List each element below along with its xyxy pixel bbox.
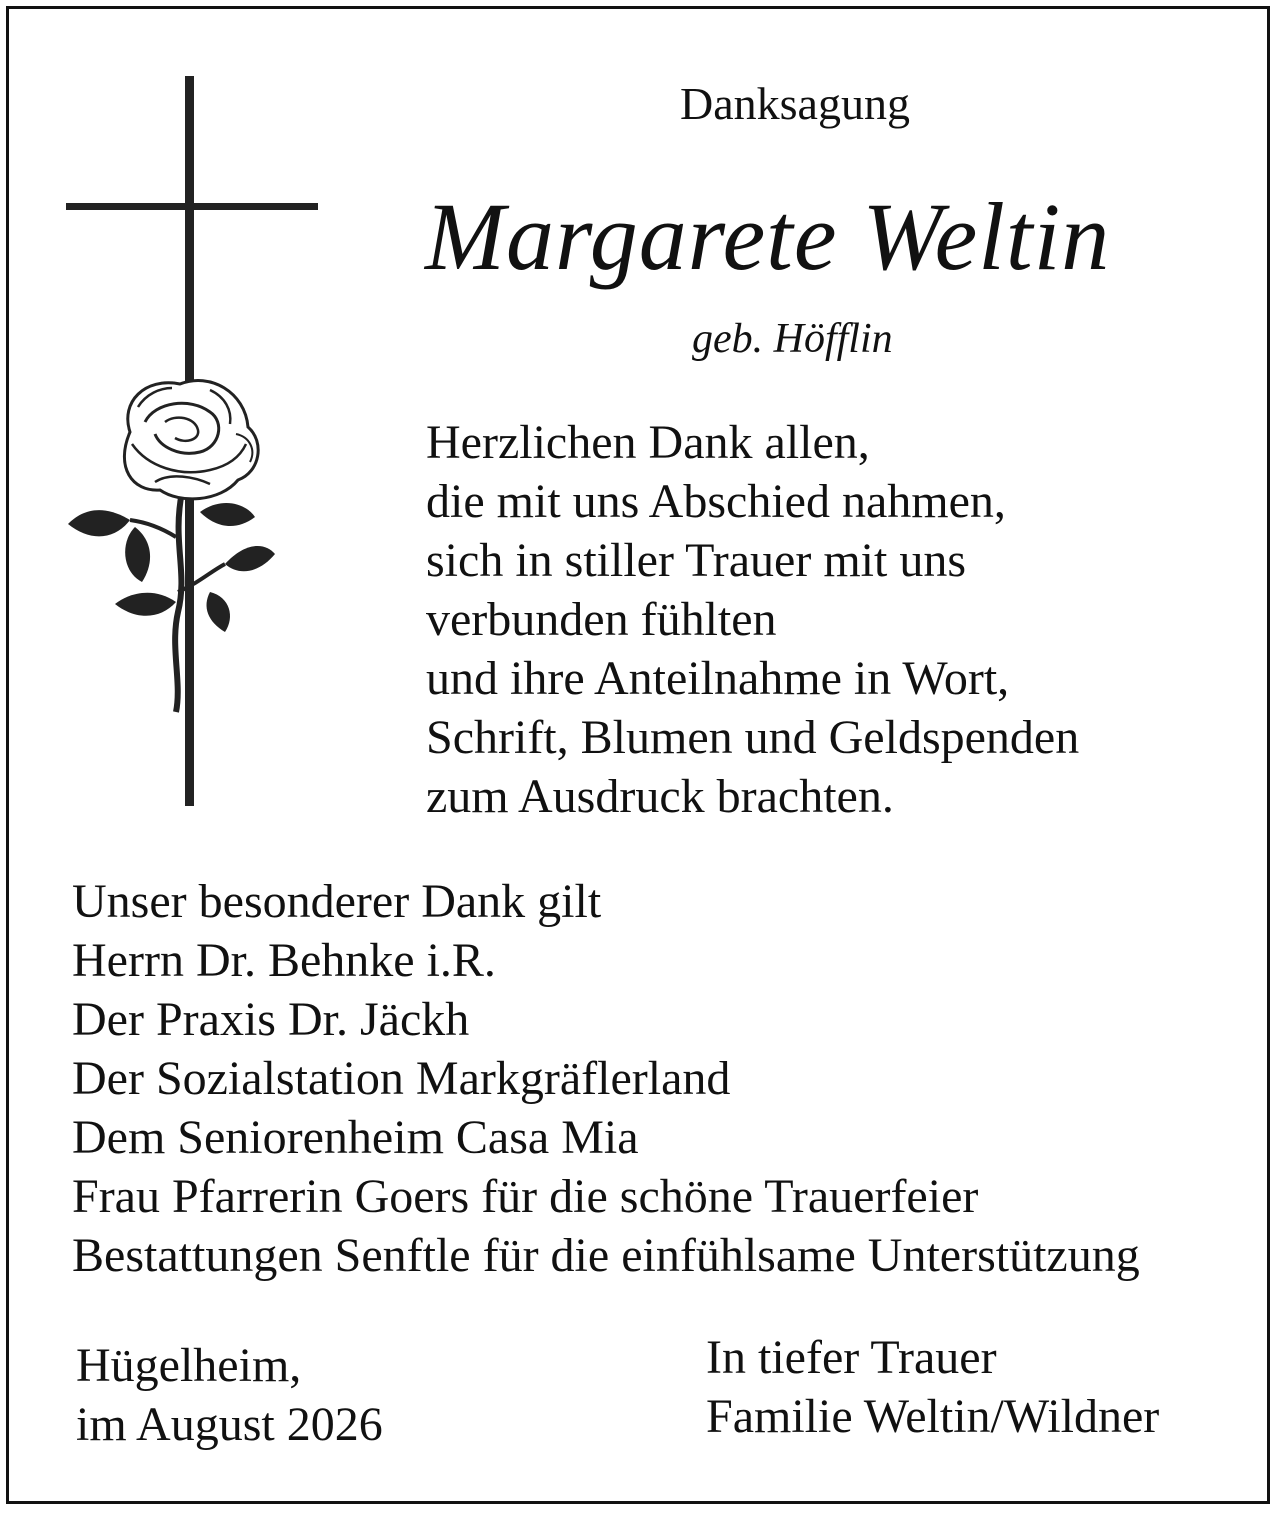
mourning-line: In tiefer Trauer: [706, 1331, 997, 1384]
thanks-line: zum Ausdruck brachten.: [426, 770, 894, 823]
deceased-name: Margarete Weltin: [425, 183, 1111, 290]
special-thanks-line: Dem Seniorenheim Casa Mia: [72, 1111, 639, 1164]
cross-with-rose-icon: [60, 72, 330, 812]
special-thanks-list: [72, 872, 1140, 1285]
thanks-paragraph: [426, 413, 1079, 826]
thanks-line: und ihre Anteilnahme in Wort,: [426, 652, 1010, 705]
special-thanks-line: Der Sozialstation Markgräflerland: [72, 1052, 731, 1105]
special-thanks-line: Frau Pfarrerin Goers für die schöne Trauerfeier: [72, 1170, 979, 1223]
special-thanks-line: Bestattungen Senftle für die einfühlsame Unterstützung: [72, 1229, 1140, 1282]
family-signature: [706, 1328, 1159, 1446]
thanks-line: Schrift, Blumen und Geldspenden: [426, 711, 1080, 764]
special-thanks-line: Der Praxis Dr. Jäckh: [72, 993, 470, 1046]
thanks-line: verbunden fühlten: [426, 593, 777, 646]
date-line: im August 2026: [76, 1398, 383, 1451]
maiden-name: geb. Höfflin: [692, 316, 893, 362]
thanks-line: die mit uns Abschied nahmen,: [426, 475, 1006, 528]
thanks-line: Herzlichen Dank allen,: [426, 416, 870, 469]
thanks-line: sich in stiller Trauer mit uns: [426, 534, 966, 587]
special-thanks-line: Unser besonderer Dank gilt: [72, 875, 602, 928]
place-line: Hügelheim,: [76, 1339, 302, 1392]
special-thanks-line: Herrn Dr. Behnke i.R.: [72, 934, 496, 987]
family-name-line: Familie Weltin/Wildner: [706, 1390, 1160, 1443]
heading: Danksagung: [680, 78, 910, 129]
place-and-date: [76, 1336, 383, 1454]
